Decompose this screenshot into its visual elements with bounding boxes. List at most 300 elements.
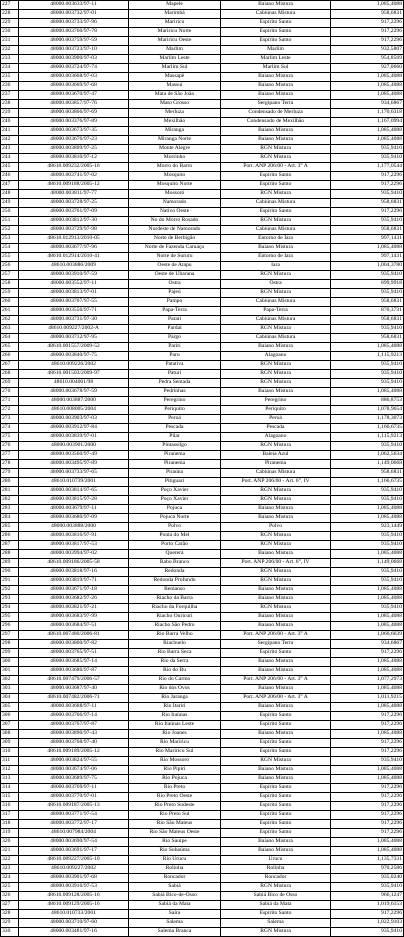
- oil-stream-cell: Polvo: [221, 523, 331, 532]
- oil-stream-cell: Espírito Santo: [221, 712, 331, 721]
- process-number-cell: 48000.003772/97-17: [19, 820, 129, 829]
- table-row: [1, 685, 404, 694]
- oil-stream-cell: Baiano Mistura: [221, 73, 331, 82]
- process-number-cell: 48610.008005/2004: [19, 406, 129, 415]
- oil-stream-cell: Alagoano: [221, 352, 331, 361]
- row-number-cell: 255: [1, 253, 19, 262]
- table-row: [1, 919, 404, 928]
- reference-price-cell: 1,085,4088: [331, 775, 404, 784]
- field-name-cell: Marlim: [129, 46, 221, 55]
- table-row: [1, 793, 404, 802]
- table-row: [1, 82, 404, 91]
- row-number-cell: 283: [1, 505, 19, 514]
- oil-stream-cell: RGN Mistura: [221, 541, 331, 550]
- process-number-cell: 48000.003901/97-68: [19, 874, 129, 883]
- table-row: [1, 748, 404, 757]
- reference-price-cell: 935,9410: [331, 154, 404, 163]
- row-number-cell: 233: [1, 55, 19, 64]
- process-number-cell: 48000.003903/97-03: [19, 415, 129, 424]
- row-number-cell: 306: [1, 712, 19, 721]
- table-row: [1, 343, 404, 352]
- reference-price-cell: 917,2296: [331, 811, 404, 820]
- table-row: [1, 496, 404, 505]
- table-row: [1, 127, 404, 136]
- oil-stream-cell: Cabiúnas Mistura: [221, 334, 331, 343]
- field-name-cell: Piranema: [129, 460, 221, 469]
- row-number-cell: 254: [1, 244, 19, 253]
- row-number-cell: 328: [1, 910, 19, 919]
- process-number-cell: 48000.003866/97-69: [19, 109, 129, 118]
- reference-price-cell: 1,085,4088: [331, 658, 404, 667]
- field-name-cell: Paturi: [129, 370, 221, 379]
- table-row: [1, 424, 404, 433]
- field-name-cell: Massapê: [129, 73, 221, 82]
- process-number-cell: 48610.009189/2005-12: [19, 748, 129, 757]
- field-name-cell: Piranema: [129, 451, 221, 460]
- row-number-cell: 231: [1, 37, 19, 46]
- table-row: [1, 802, 404, 811]
- oil-stream-cell: RGN Mistura: [221, 532, 331, 541]
- process-number-cell: 48610.009188/2005-12: [19, 181, 129, 190]
- field-name-cell: Miranga: [129, 127, 221, 136]
- field-name-cell: Parati: [129, 316, 221, 325]
- oil-stream-cell: Espírito Santo: [221, 748, 331, 757]
- row-number-cell: 290: [1, 568, 19, 577]
- oil-stream-cell: Baiano Mistura: [221, 388, 331, 397]
- field-name-cell: Rio da Serra: [129, 658, 221, 667]
- oil-stream-cell: Baiano Mistura: [221, 127, 331, 136]
- reference-price-cell: 1,085,4088: [331, 73, 404, 82]
- field-name-cell: Pardal: [129, 325, 221, 334]
- field-name-cell: Pitiguari: [129, 478, 221, 487]
- process-number-cell: 48000.003668/97-03: [19, 73, 129, 82]
- row-number-cell: 242: [1, 136, 19, 145]
- row-number-cell: 297: [1, 631, 19, 640]
- oil-stream-cell: Roncador: [221, 874, 331, 883]
- process-number-cell: 48000.003816/97-91: [19, 532, 129, 541]
- reference-price-cell: 958,6831: [331, 298, 404, 307]
- reference-price-cell: 917,2296: [331, 910, 404, 919]
- oil-stream-cell: RGN Mistura: [221, 361, 331, 370]
- oil-stream-cell: Baleia Azul: [221, 451, 331, 460]
- oil-stream-cell: Baiano Mistura: [221, 685, 331, 694]
- oil-stream-cell: Salema: [221, 919, 331, 928]
- process-number-cell: 48000.003673/97-35: [19, 127, 129, 136]
- table-row: [1, 829, 404, 838]
- process-number-cell: 48000.003814/97-65: [19, 487, 129, 496]
- table-row: [1, 694, 404, 703]
- table-row: [1, 28, 404, 37]
- oil-stream-cell: RGN Mistura: [221, 271, 331, 280]
- oil-stream-cell: RGN Mistura: [221, 604, 331, 613]
- reference-price-cell: 997,1431: [331, 253, 404, 262]
- reference-price-cell: 1,085,4088: [331, 244, 404, 253]
- row-number-cell: 298: [1, 640, 19, 649]
- process-number-cell: 48000.003821/97-21: [19, 604, 129, 613]
- process-number-cell: 48000.003890/97-43: [19, 730, 129, 739]
- table-row: [1, 433, 404, 442]
- table-row: [1, 586, 404, 595]
- process-number-cell: 48000.003760/97-78: [19, 28, 129, 37]
- row-number-cell: 272: [1, 406, 19, 415]
- process-number-cell: 48000.003887/2000: [19, 397, 129, 406]
- table-row: [1, 613, 404, 622]
- table-row: [1, 910, 404, 919]
- oil-stream-cell: Espírito Santo: [221, 37, 331, 46]
- table-row: [1, 253, 404, 262]
- process-number-cell: 48000.003724/97-74: [19, 64, 129, 73]
- oil-stream-cell: Rolinha: [221, 865, 331, 874]
- oil-stream-cell: Baiano Mistura: [221, 847, 331, 856]
- process-number-cell: 48000.003481/97-16: [19, 928, 129, 937]
- oil-stream-cell: Cabiúnas Mistura: [221, 226, 331, 235]
- oil-stream-cell: Periquito: [221, 406, 331, 415]
- table-row: [1, 46, 404, 55]
- table-row: [1, 667, 404, 676]
- reference-price-cell: 935,9410: [331, 883, 404, 892]
- table-row: [1, 784, 404, 793]
- reference-price-cell: 917,2296: [331, 829, 404, 838]
- table-row: [1, 208, 404, 217]
- process-number-cell: 48000.003759/97-59: [19, 37, 129, 46]
- process-number-cell: 48610.010733/2001: [19, 910, 129, 919]
- row-number-cell: 284: [1, 514, 19, 523]
- field-name-cell: Riacho da Forquilha: [129, 604, 221, 613]
- oil-stream-cell: Cabiúnas Mistura: [221, 298, 331, 307]
- field-name-cell: Pedra Sentada: [129, 379, 221, 388]
- reference-price-cell: 1,062,5634: [331, 451, 404, 460]
- row-number-cell: 308: [1, 730, 19, 739]
- reference-price-cell: 1,149,0668: [331, 559, 404, 568]
- process-number-cell: 48000.003813/97-01: [19, 289, 129, 298]
- row-number-cell: 300: [1, 658, 19, 667]
- row-number-cell: 234: [1, 64, 19, 73]
- oil-stream-cell: Baiano Mistura: [221, 667, 331, 676]
- oil-stream-cell: Baiano Mistura: [221, 505, 331, 514]
- field-name-cell: Monte Alegre: [129, 145, 221, 154]
- table-row: [1, 154, 404, 163]
- oil-stream-cell: RGN Mistura: [221, 370, 331, 379]
- row-number-cell: 241: [1, 127, 19, 136]
- field-name-cell: Rio do Carmo: [129, 676, 221, 685]
- row-number-cell: 259: [1, 289, 19, 298]
- reference-price-cell: 1,166,6735: [331, 424, 404, 433]
- row-number-cell: 236: [1, 82, 19, 91]
- field-name-cell: Rio Itaúnas Leste: [129, 721, 221, 730]
- reference-price-cell: 935,9410: [331, 361, 404, 370]
- reference-price-cell: 958,6831: [331, 334, 404, 343]
- table-row: [1, 883, 404, 892]
- process-number-cell: 48000.003815/97-28: [19, 496, 129, 505]
- process-number-cell: 48000.003676/97-23: [19, 136, 129, 145]
- row-number-cell: 330: [1, 928, 19, 937]
- table-row: [1, 10, 404, 19]
- oil-stream-cell: Condensado de Mexilhão: [221, 118, 331, 127]
- process-number-cell: 48610.009227/2002-A: [19, 325, 129, 334]
- field-name-cell: Rio Pojuca: [129, 775, 221, 784]
- reference-price-cell: 1,115,9213: [331, 352, 404, 361]
- oil-stream-cell: Espírito Santo: [221, 802, 331, 811]
- reference-price-cell: 1,011,9215: [331, 694, 404, 703]
- row-number-cell: 282: [1, 496, 19, 505]
- reference-price-cell: 1,085,4088: [331, 514, 404, 523]
- reference-price-cell: 1,085,4088: [331, 595, 404, 604]
- row-number-cell: 251: [1, 217, 19, 226]
- field-name-cell: Porto Carão: [129, 541, 221, 550]
- reference-price-cell: 1,085,4088: [331, 82, 404, 91]
- table-row: [1, 775, 404, 784]
- field-name-cell: Sabiá da Mata: [129, 901, 221, 910]
- process-number-cell: 48610.009227/2002: [19, 865, 129, 874]
- reference-price-cell: 917,2296: [331, 37, 404, 46]
- reference-price-cell: 870,3731: [331, 307, 404, 316]
- table-row: [1, 379, 404, 388]
- field-name-cell: Patativa: [129, 361, 221, 370]
- process-number-cell: 48000.003733/97-65: [19, 469, 129, 478]
- reference-price-cell: 1,135,7331: [331, 856, 404, 865]
- oil-stream-cell: Espírito Santo: [221, 181, 331, 190]
- process-number-cell: 48000.003707/97-55: [19, 298, 129, 307]
- field-name-cell: Rio Itariri: [129, 703, 221, 712]
- reference-price-cell: 958,6831: [331, 469, 404, 478]
- oil-stream-cell: Port. ANP 206/00 - Art. 3° A: [221, 631, 331, 640]
- table-row: [1, 541, 404, 550]
- reference-price-cell: 935,9410: [331, 496, 404, 505]
- field-name-cell: Mosquito Norte: [129, 181, 221, 190]
- table-row: [1, 766, 404, 775]
- field-name-cell: Pargo: [129, 334, 221, 343]
- field-name-cell: Mata de São João: [129, 91, 221, 100]
- process-number-cell: 48000.003685/97-14: [19, 658, 129, 667]
- process-number-cell: 48610.009128/2005-16: [19, 892, 129, 901]
- field-name-cell: Pojuca: [129, 505, 221, 514]
- process-number-cell: 48610.009186/2005-58: [19, 559, 129, 568]
- process-number-cell: 48000.003680/97-09: [19, 514, 129, 523]
- process-number-cell: 48000.003994/97-02: [19, 550, 129, 559]
- reference-price-cell: 917,2296: [331, 802, 404, 811]
- process-number-cell: 48000.003731/97-30: [19, 316, 129, 325]
- process-number-cell: 48000.003818/97-16: [19, 568, 129, 577]
- table-row: [1, 631, 404, 640]
- reference-price-cell: 935,9410: [331, 325, 404, 334]
- reference-price-cell: 958,6831: [331, 10, 404, 19]
- row-number-cell: 317: [1, 811, 19, 820]
- field-name-cell: Roncador: [129, 874, 221, 883]
- table-row: [1, 190, 404, 199]
- field-name-cell: Norte de Fazenda Caruaçu: [129, 244, 221, 253]
- process-number-cell: 48000.003901/2000: [19, 442, 129, 451]
- row-number-cell: 294: [1, 604, 19, 613]
- process-number-cell: 48000.003840/97-75: [19, 352, 129, 361]
- table-row: [1, 172, 404, 181]
- row-number-cell: 302: [1, 676, 19, 685]
- oil-stream-cell: Peregrino: [221, 397, 331, 406]
- oil-stream-cell: Espírito Santo: [221, 172, 331, 181]
- table-row: [1, 163, 404, 172]
- oil-stream-cell: RGN Mistura: [221, 145, 331, 154]
- reference-price-cell: 1,085,4088: [331, 730, 404, 739]
- field-name-cell: Salema: [129, 919, 221, 928]
- field-name-cell: Rio Pipiri: [129, 766, 221, 775]
- process-number-cell: 48610.007480/2006-81: [19, 631, 129, 640]
- reference-price-cell: 935,9410: [331, 577, 404, 586]
- reference-price-cell: 1,085,4088: [331, 127, 404, 136]
- row-number-cell: 250: [1, 208, 19, 217]
- process-number-cell: 48000.003687/97-40: [19, 685, 129, 694]
- reference-price-cell: 917,2296: [331, 712, 404, 721]
- field-name-cell: Namorado: [129, 199, 221, 208]
- row-number-cell: 285: [1, 523, 19, 532]
- table-row: [1, 262, 404, 271]
- row-number-cell: 268: [1, 370, 19, 379]
- table-row: [1, 280, 404, 289]
- reference-price-cell: 935,9410: [331, 217, 404, 226]
- reference-price-cell: 935,9410: [331, 379, 404, 388]
- reference-price-cell: 899,9918: [331, 280, 404, 289]
- oil-stream-cell: Baiano Mistura: [221, 730, 331, 739]
- oil-stream-cell: Sabiá da Mata: [221, 901, 331, 910]
- oil-stream-cell: Entorno de Iara: [221, 235, 331, 244]
- row-number-cell: 270: [1, 388, 19, 397]
- field-name-cell: Marlim Sul: [129, 64, 221, 73]
- table-row: [1, 136, 404, 145]
- field-name-cell: Pescada: [129, 424, 221, 433]
- oil-stream-cell: Espírito Santo: [221, 208, 331, 217]
- reference-price-cell: 1,115,9213: [331, 433, 404, 442]
- table-row: [1, 19, 404, 28]
- process-number-cell: 48000.003916/97-53: [19, 883, 129, 892]
- reference-price-cell: 1,177,0544: [331, 163, 404, 172]
- row-number-cell: 262: [1, 316, 19, 325]
- row-number-cell: 279: [1, 469, 19, 478]
- row-number-cell: 258: [1, 280, 19, 289]
- reference-price-cell: 917,2296: [331, 784, 404, 793]
- field-name-cell: Massuí: [129, 82, 221, 91]
- oil-stream-cell: RGN Mistura: [221, 190, 331, 199]
- table-row: [1, 757, 404, 766]
- field-name-cell: Oeste de Atapu: [129, 262, 221, 271]
- field-name-cell: Rio Mariricu: [129, 739, 221, 748]
- field-name-cell: Mapele: [129, 1, 221, 10]
- reference-price-cell: 1,085,4088: [331, 838, 404, 847]
- process-number-cell: 48000.003723/97-10: [19, 46, 129, 55]
- process-number-cell: 48610.010739/2001: [19, 478, 129, 487]
- process-number-cell: 48610.009227/2005-10: [19, 856, 129, 865]
- row-number-cell: 267: [1, 361, 19, 370]
- table-row: [1, 847, 404, 856]
- reference-price-cell: 935,9410: [331, 541, 404, 550]
- oil-stream-cell: RGN Mistura: [221, 568, 331, 577]
- reference-price-cell: 917,2296: [331, 649, 404, 658]
- table-row: [1, 37, 404, 46]
- table-row: [1, 505, 404, 514]
- process-number-cell: 48000.003678/97-59: [19, 388, 129, 397]
- process-number-cell: 48000.003819/97-71: [19, 577, 129, 586]
- oil-stream-cell: Cabiúnas Mistura: [221, 469, 331, 478]
- table-row: [1, 487, 404, 496]
- field-name-cell: Redonda: [129, 568, 221, 577]
- reference-price-cell: 1,085,4088: [331, 667, 404, 676]
- row-number-cell: 323: [1, 865, 19, 874]
- table-row: [1, 892, 404, 901]
- reference-price-cell: 935,9410: [331, 289, 404, 298]
- row-number-cell: 240: [1, 118, 19, 127]
- oil-stream-cell: Papa-Terra: [221, 307, 331, 316]
- reference-price-cell: 1,149,0668: [331, 460, 404, 469]
- process-number-cell: 48000.003677/97-96: [19, 244, 129, 253]
- field-name-cell: Rio Urucu: [129, 856, 221, 865]
- table-row: [1, 649, 404, 658]
- reference-price-cell: 1,085,4088: [331, 550, 404, 559]
- table-row: [1, 703, 404, 712]
- process-number-cell: 48000.003812/97-30: [19, 217, 129, 226]
- field-name-cell: Morro do Barro: [129, 163, 221, 172]
- table-row: [1, 460, 404, 469]
- process-number-cell: 48000.003671/97-18: [19, 586, 129, 595]
- row-number-cell: 269: [1, 379, 19, 388]
- table-row: [1, 55, 404, 64]
- field-name-cell: Polvo: [129, 523, 221, 532]
- table-row: [1, 370, 404, 379]
- reference-price-cell: 1,170,6318: [331, 109, 404, 118]
- process-number-cell: 48000.003900/97-03: [19, 55, 129, 64]
- table-row: [1, 730, 404, 739]
- row-number-cell: 228: [1, 10, 19, 19]
- field-name-cell: Ponta do Mel: [129, 532, 221, 541]
- oil-stream-cell: Marlim Sul: [221, 64, 331, 73]
- oil-stream-cell: Port. ANP 206/00 - Art. 6°, IV: [221, 478, 331, 487]
- process-number-cell: 48000.003669/97-68: [19, 82, 129, 91]
- table-row: [1, 901, 404, 910]
- row-number-cell: 324: [1, 874, 19, 883]
- process-number-cell: 48000.003552/97-11: [19, 280, 129, 289]
- process-number-cell: 48000.003679/97-11: [19, 505, 129, 514]
- process-number-cell: 48000.003809/97-25: [19, 145, 129, 154]
- reference-price-cell: 1,078,9654: [331, 406, 404, 415]
- row-number-cell: 315: [1, 793, 19, 802]
- row-number-cell: 327: [1, 901, 19, 910]
- field-name-cell: Pilar: [129, 433, 221, 442]
- row-number-cell: 235: [1, 73, 19, 82]
- process-number-cell: 48000.003824/97-55: [19, 757, 129, 766]
- table-row: [1, 118, 404, 127]
- field-name-cell: Rio dos Ovos: [129, 685, 221, 694]
- row-number-cell: 287: [1, 541, 19, 550]
- field-name-cell: Rio Joanes: [129, 730, 221, 739]
- process-number-cell: 48000.003857/97-76: [19, 100, 129, 109]
- reference-price-cell: 1,085,4088: [331, 622, 404, 631]
- oil-stream-cell: RGN Mistura: [221, 496, 331, 505]
- field-name-cell: Rio Itaúnas: [129, 712, 221, 721]
- process-number-cell: 48610.009226/2002: [19, 361, 129, 370]
- field-name-cell: Riacho Ouricuri: [129, 613, 221, 622]
- reference-price-cell: 958,6831: [331, 199, 404, 208]
- field-name-cell: Mariricu Oeste: [129, 37, 221, 46]
- oil-stream-cell: Condensado de Merluza: [221, 109, 331, 118]
- table-row: [1, 550, 404, 559]
- process-number-cell: 48000.003810/97-12: [19, 154, 129, 163]
- reference-price-cell: 1,066,6639: [331, 631, 404, 640]
- process-number-cell: 48000.003888/2000: [19, 523, 129, 532]
- reference-price-cell: 917,2296: [331, 172, 404, 181]
- process-number-cell: 48000.003688/97-11: [19, 703, 129, 712]
- oil-stream-cell: Espírito Santo: [221, 721, 331, 730]
- reference-price-cell: 954,8569: [331, 55, 404, 64]
- process-number-cell: 48000.003683/97-99: [19, 613, 129, 622]
- field-name-cell: Mossoró: [129, 190, 221, 199]
- row-number-cell: 238: [1, 100, 19, 109]
- field-name-cell: Nativo Oeste: [129, 208, 221, 217]
